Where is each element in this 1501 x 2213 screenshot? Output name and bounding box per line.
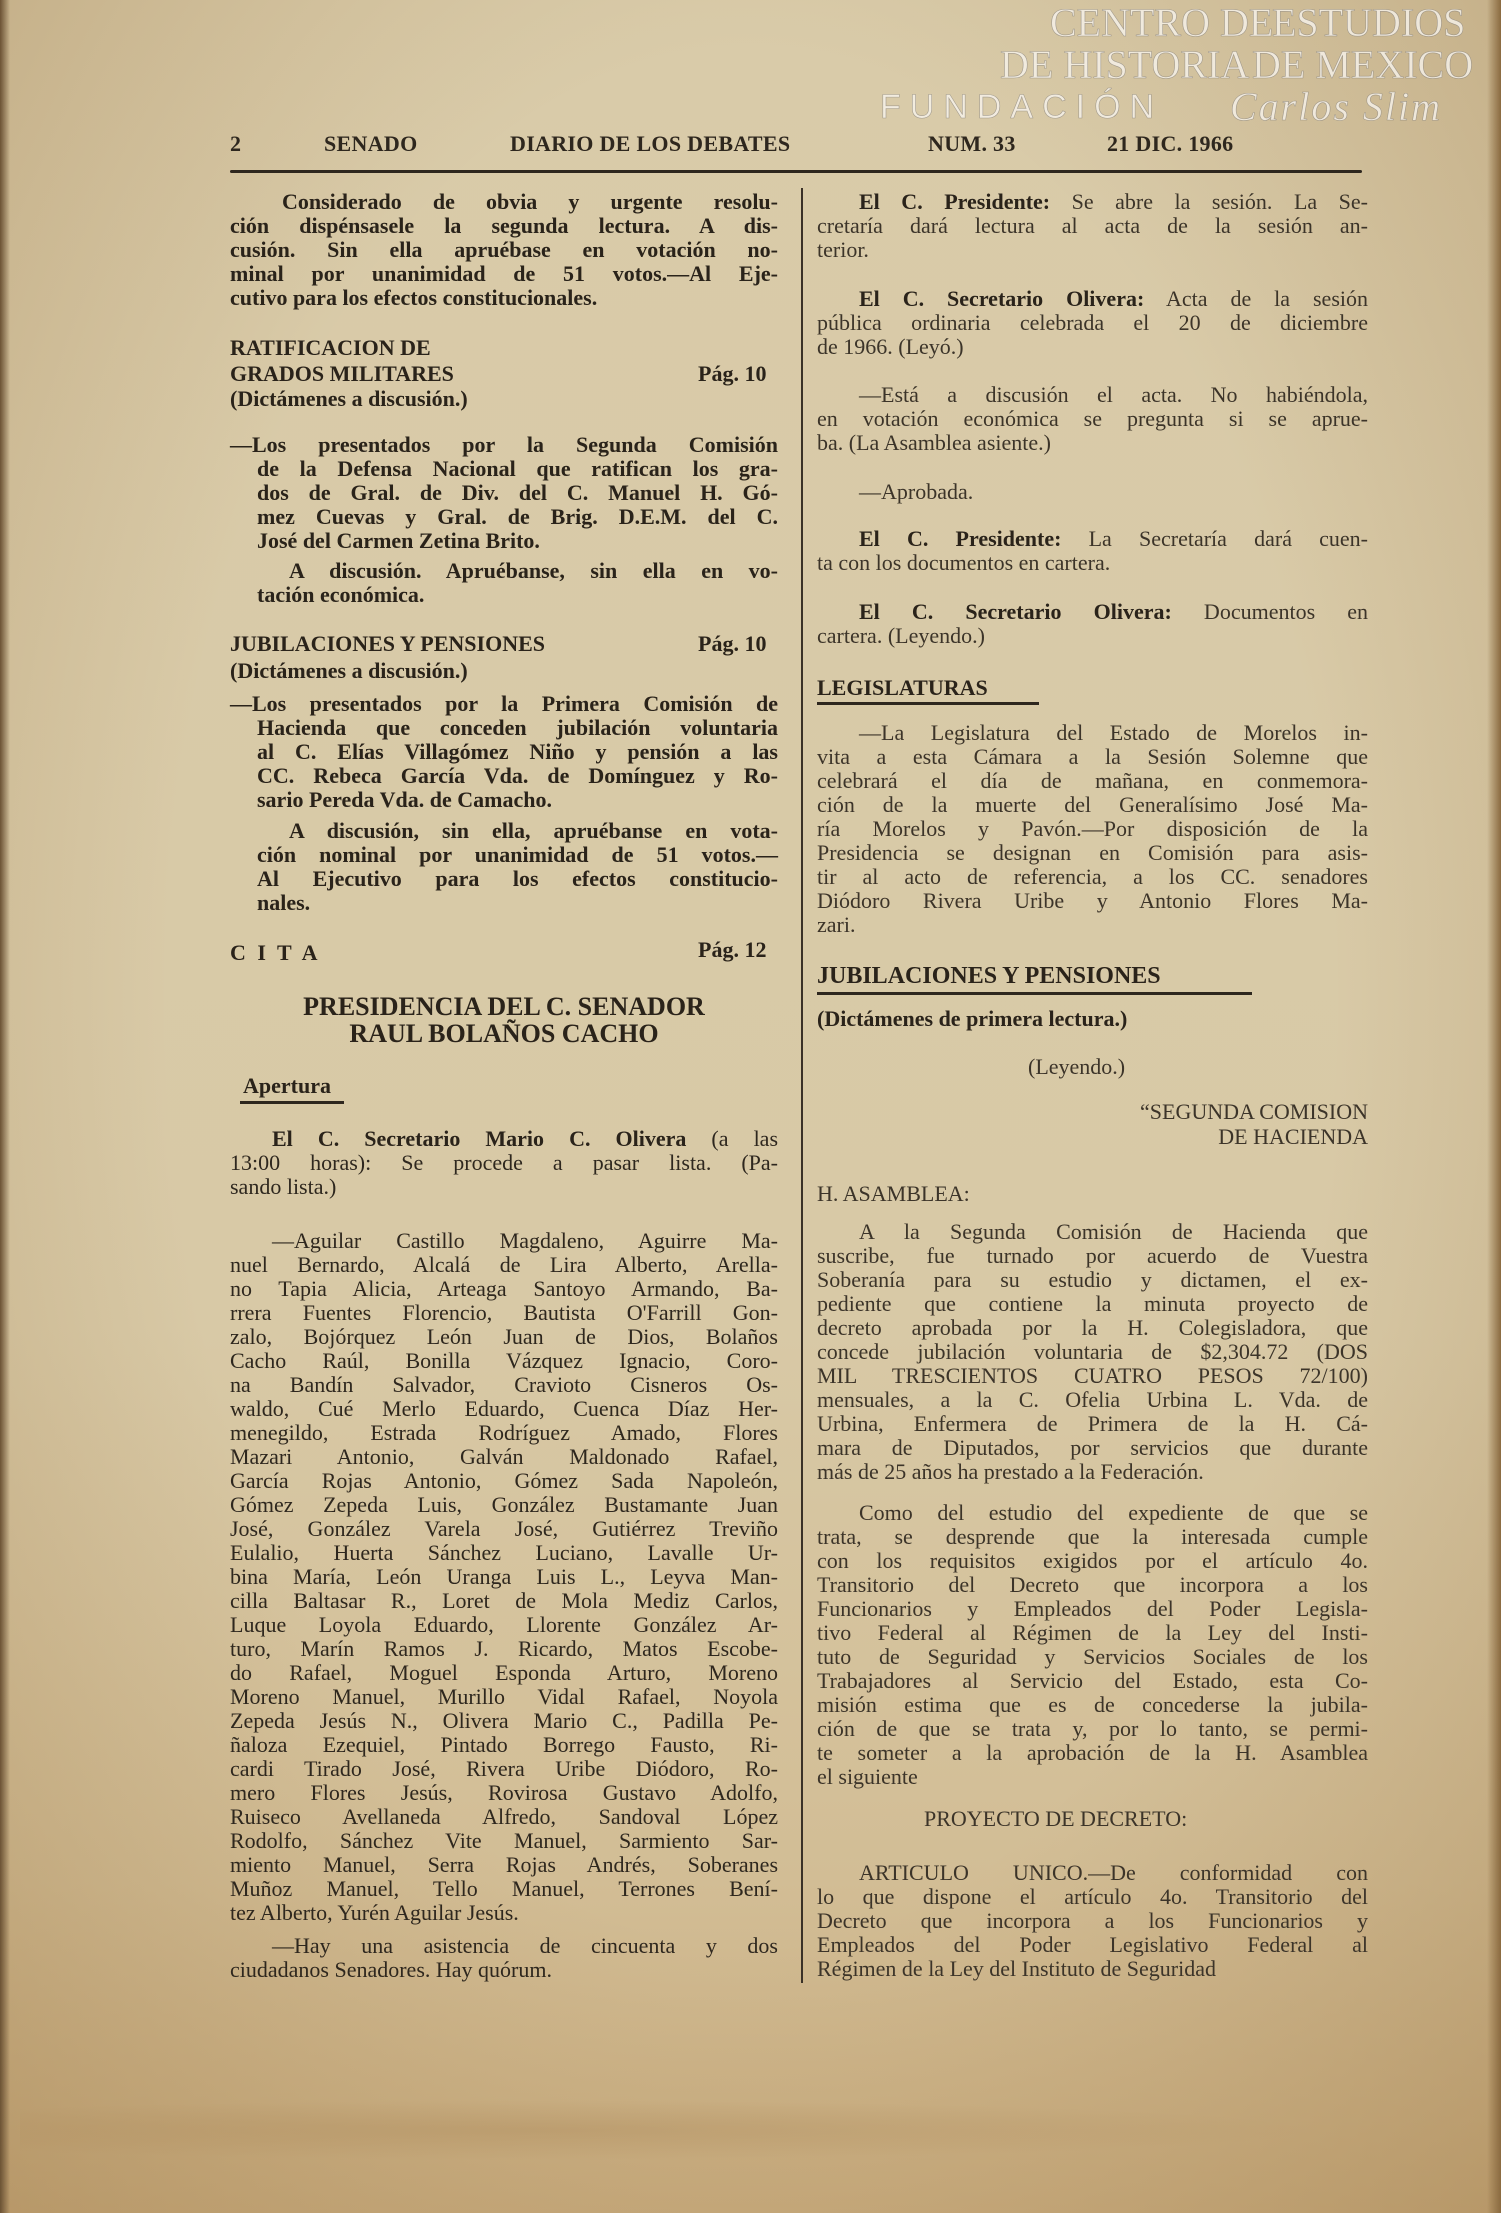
section-underline — [817, 992, 1252, 995]
text-line: A discusión. Apruébanse, sin ella en vo- — [289, 558, 778, 583]
text-line: Al Ejecutivo para los efectos constitucio- — [257, 866, 778, 891]
secretary-paragraph — [817, 600, 1368, 648]
roll-call-paragraph — [230, 1127, 778, 1199]
text-line: Funcionarios y Empleados del Poder Legisla- — [817, 1596, 1368, 1621]
text-line: El C. Secretario Olivera: Acta de la sesión — [859, 286, 1368, 311]
text-line: —Aprobada. — [859, 479, 974, 504]
text-line: Zepeda Jesús N., Olivera Mario C., Padilla Pe- — [230, 1708, 778, 1733]
text-line: tación económica. — [257, 582, 425, 607]
text-line: —Está a discusión el acta. No habiéndola, — [859, 382, 1368, 407]
text-line: minal por unanimidad de 51 votos.—Al Eje- — [230, 261, 778, 286]
watermark-line: FUNDACIÓN — [880, 88, 1164, 126]
watermark-line: ESTUDIOS — [1272, 0, 1466, 45]
attendance-list — [230, 1229, 778, 1925]
watermark-signature: Carlos Slim — [1230, 84, 1443, 129]
text-line: ba. (La Asamblea asiente.) — [817, 430, 1051, 455]
text-line: Trabajadores al Servicio del Estado, esta Co- — [817, 1668, 1368, 1693]
text-line: tir al acto de referencia, a los CC. senadores — [817, 864, 1368, 889]
text-line: menegildo, Estrada Rodríguez Amado, Flores — [230, 1420, 778, 1445]
item-resolution — [230, 819, 778, 915]
dictamen-paragraph — [817, 1501, 1368, 1789]
text-line: CC. Rebeca García Vda. de Domínguez y Ro- — [257, 763, 778, 788]
text-line: el siguiente — [817, 1764, 918, 1789]
text-line: nuel Bernardo, Alcalá de Lira Alberto, Arella- — [230, 1252, 778, 1277]
text-line: cartera. (Leyendo.) — [817, 623, 985, 648]
text-line: García Rojas Antonio, Gómez Sada Napoleón, — [230, 1468, 778, 1493]
publication-title: DIARIO DE LOS DEBATES — [510, 131, 791, 156]
section-title: JUBILACIONES Y PENSIONES — [817, 963, 1161, 989]
text-line: El C. Presidente: La Secretaría dará cuen- — [859, 526, 1368, 551]
text-line: nales. — [257, 890, 311, 915]
text-line: concede jubilación voluntaria de $2,304.72 (DOS — [817, 1339, 1368, 1364]
text-line: cretaría dará lectura al acta de la sesión an- — [817, 213, 1368, 238]
text-line: Presidencia se designan en Comisión para asis- — [817, 840, 1368, 865]
text-line: ta con los documentos en cartera. — [817, 550, 1111, 575]
page-edge-right — [1487, 0, 1501, 2213]
text-line: waldo, Cué Merlo Eduardo, Cuenca Díaz Her- — [230, 1396, 778, 1421]
header-rule — [230, 170, 1362, 173]
section-title: GRADOS MILITARES — [230, 361, 454, 386]
text-line: Régimen de la Ley del Instituto de Seguridad — [817, 1956, 1216, 1981]
section-title: LEGISLATURAS — [817, 675, 988, 700]
text-line: Eulalio, Huerta Sánchez Luciano, Lavalle Ur- — [230, 1540, 778, 1565]
page-reference: Pág. 10 — [698, 361, 767, 386]
text-line: decreto aprobada por la H. Colegisladora, que — [817, 1315, 1368, 1340]
section-subtitle: (Dictámenes de primera lectura.) — [817, 1006, 1128, 1031]
text-line: Gómez Zepeda Luis, González Bustamante Juan — [230, 1492, 778, 1517]
text-line: celebrará el día de mañana, en conmemora- — [817, 768, 1368, 793]
section-title: C I T A — [230, 940, 321, 965]
section-subtitle: (Dictámenes a discusión.) — [230, 386, 468, 411]
text-line: Hacienda que conceden jubilación voluntaria — [257, 715, 778, 740]
page-edge-left — [0, 0, 10, 2213]
text-line: bina María, León Uranga Luis L., Leyva Man- — [230, 1564, 778, 1589]
text-line: suscribe, fue turnado por acuerdo de Vuestra — [817, 1243, 1368, 1268]
resolution-paragraph — [230, 190, 778, 310]
text-line: zari. — [817, 912, 856, 937]
text-line: ARTICULO UNICO.—De conformidad con — [859, 1860, 1368, 1885]
text-line: Urbina, Enfermera de Primera de la H. Cá- — [817, 1411, 1368, 1436]
text-line: al C. Elías Villagómez Niño y pensión a las — [257, 739, 778, 764]
presidency-heading: RAUL BOLAÑOS CACHO — [349, 1019, 659, 1048]
text-line: zalo, Bojórquez León Juan de Dios, Bolaños — [230, 1324, 778, 1349]
text-line: Mazari Antonio, Galván Maldonado Rafael, — [230, 1444, 778, 1469]
page-reference: Pág. 12 — [698, 937, 767, 962]
text-line: Rodolfo, Sánchez Vite Manuel, Sarmiento Sar- — [230, 1828, 778, 1853]
approved-paragraph — [817, 480, 1368, 504]
text-line: terior. — [817, 237, 869, 262]
president-paragraph — [817, 190, 1368, 262]
text-line: pediente que contiene la minuta proyecto de — [817, 1291, 1368, 1316]
text-line: Ruiseco Avellaneda Alfredo, Sandoval López — [230, 1804, 778, 1829]
text-line: lo que dispone el artículo 4o. Transitorio del — [817, 1884, 1368, 1909]
text-line: dos de Gral. de Div. del C. Manuel H. Gó- — [257, 480, 778, 505]
text-line: José, González Varela José, Gutiérrez Treviño — [230, 1516, 778, 1541]
text-line: 13:00 horas): Se procede a pasar lista. (Pa- — [230, 1150, 778, 1175]
watermark-line: DE MEXICO — [1252, 42, 1474, 87]
column-divider — [801, 188, 803, 1983]
text-line: ción de que se trata y, por lo tanto, se permi- — [817, 1716, 1368, 1741]
text-line: do Rafael, Moguel Esponda Arturo, Moreno — [230, 1660, 778, 1685]
text-line: mez Cuevas y Gral. de Brig. D.E.M. del C. — [257, 504, 778, 529]
issue-number: NUM. 33 — [928, 131, 1016, 156]
text-line: El C. Secretario Mario C. Olivera (a las — [272, 1126, 779, 1151]
text-line: tuto de Seguridad y Servicios Sociales de los — [817, 1644, 1368, 1669]
text-line: ñaloza Ezequiel, Pintado Borrego Fausto, Ri- — [230, 1732, 778, 1757]
text-line: na Bandín Salvador, Cravioto Cisneros Os- — [230, 1372, 778, 1397]
issue-date: 21 DIC. 1966 — [1107, 131, 1234, 156]
speaker-label: El C. Secretario Olivera: — [859, 599, 1172, 624]
text-line: Luque Loyola Eduardo, Llorente González Ar- — [230, 1612, 778, 1637]
dictamen-paragraph — [817, 1220, 1368, 1484]
text-line: miento Manuel, Serra Rojas Andrés, Soberanes — [230, 1852, 778, 1877]
text-line: tez Alberto, Yurén Aguilar Jesús. — [230, 1900, 519, 1925]
text-line: MIL TRESCIENTOS CUATRO PESOS 72/100) — [817, 1363, 1368, 1388]
quorum-paragraph — [230, 1934, 778, 1982]
text-line: sario Pereda Vda. de Camacho. — [257, 787, 552, 812]
commission-name: DE HACIENDA — [1218, 1124, 1368, 1149]
text-line: misión estima que es de concederse la jubila- — [817, 1692, 1368, 1717]
text-line: Moreno Manuel, Murillo Vidal Rafael, Noyola — [230, 1684, 778, 1709]
text-line: —Los presentados por la Primera Comisión de — [230, 691, 778, 716]
section-title: JUBILACIONES Y PENSIONES — [230, 631, 546, 656]
text-line: con los requisitos exigidos por el artículo 4o. — [817, 1548, 1368, 1573]
speaker-label: El C. Presidente: — [859, 189, 1051, 214]
presidency-heading: PRESIDENCIA DEL C. SENADOR — [303, 992, 705, 1021]
text-line: turo, Marín Ramos J. Ricardo, Matos Escobe- — [230, 1636, 778, 1661]
president-paragraph — [817, 527, 1368, 575]
text-line: El C. Secretario Olivera: Documentos en — [859, 599, 1369, 624]
text-line: A discusión, sin ella, apruébanse en vota- — [289, 818, 778, 843]
item-resolution — [230, 559, 778, 607]
section-title: RATIFICACION DE — [230, 335, 431, 360]
text-line: pública ordinaria celebrada el 20 de diciembre — [817, 310, 1368, 335]
speaker-label: El C. Secretario Mario C. Olivera — [272, 1126, 687, 1151]
discussion-paragraph — [817, 383, 1368, 455]
salutation: H. ASAMBLEA: — [817, 1181, 970, 1206]
speaker-label: El C. Presidente: — [859, 526, 1062, 551]
text-line: —Hay una asistencia de cincuenta y dos — [272, 1933, 778, 1958]
section-underline — [817, 702, 1039, 705]
page-number: 2 — [230, 131, 242, 156]
text-line: cardi Tirado José, Rivera Uribe Diódoro, Ro- — [230, 1756, 778, 1781]
text-line: ción dispénsasele la segunda lectura. A dis- — [230, 213, 778, 238]
commission-name: “SEGUNDA COMISION — [1140, 1099, 1368, 1124]
text-line: cusión. Sin ella apruébase en votación no- — [230, 237, 778, 262]
text-line: Considerado de obvia y urgente resolu- — [282, 189, 778, 214]
text-line: mara de Diputados, por servicios que durante — [817, 1435, 1368, 1460]
text-line: Soberanía para su estudio y dictamen, el ex- — [817, 1267, 1368, 1292]
reading-note: (Leyendo.) — [1028, 1054, 1126, 1079]
text-line: A la Segunda Comisión de Hacienda que — [859, 1219, 1368, 1244]
text-line: en votación económica se pregunta si se aprue- — [817, 406, 1368, 431]
text-line: de la Defensa Nacional que ratifican los gra- — [257, 456, 778, 481]
watermark-line: CENTRO DE — [1050, 0, 1274, 45]
text-line: Como del estudio del expediente de que se — [859, 1500, 1368, 1525]
text-line: Muñoz Manuel, Tello Manuel, Terrones Bení- — [230, 1876, 778, 1901]
legislature-paragraph — [817, 721, 1368, 937]
decree-heading: PROYECTO DE DECRETO: — [924, 1806, 1188, 1831]
text-line: te someter a la aprobación de la H. Asamblea — [817, 1740, 1368, 1765]
item-paragraph — [230, 692, 778, 812]
text-line: cilla Baltasar R., Loret de Mola Mediz Carlos, — [230, 1588, 778, 1613]
text-line: cutivo para los efectos constitucionales. — [230, 285, 598, 310]
text-line: trata, se desprende que la interesada cumple — [817, 1524, 1368, 1549]
text-line: rrera Fuentes Florencio, Bautista O'Farrill Gon- — [230, 1300, 778, 1325]
text-line: —Los presentados por la Segunda Comisión — [230, 432, 778, 457]
text-line: tivo Federal al Régimen de la Ley del Insti- — [817, 1620, 1368, 1645]
page-reference: Pág. 10 — [698, 631, 767, 656]
text-line: ción de la muerte del Generalísimo José Ma- — [817, 792, 1368, 817]
subsection-title: Apertura — [243, 1073, 331, 1098]
section-subtitle: (Dictámenes a discusión.) — [230, 658, 468, 683]
text-line: mero Flores Jesús, Rovirosa Gustavo Adolfo, — [230, 1780, 778, 1805]
text-line: de 1966. (Leyó.) — [817, 334, 964, 359]
text-line: El C. Presidente: Se abre la sesión. La Se- — [859, 189, 1368, 214]
chamber-name: SENADO — [324, 131, 418, 156]
text-line: Empleados del Poder Legislativo Federal al — [817, 1932, 1368, 1957]
text-line: más de 25 años ha prestado a la Federación. — [817, 1459, 1204, 1484]
text-line: Diódoro Rivera Uribe y Antonio Flores Ma- — [817, 888, 1368, 913]
text-line: ría Morelos y Pavón.—Por disposición de la — [817, 816, 1368, 841]
speaker-label: El C. Secretario Olivera: — [859, 286, 1145, 311]
watermark-line: DE HISTORIA — [1000, 42, 1250, 87]
item-paragraph — [230, 433, 778, 553]
text-line: sando lista.) — [230, 1174, 337, 1199]
text-line: Decreto que incorpora a los Funcionarios y — [817, 1908, 1368, 1933]
article-paragraph — [817, 1861, 1368, 1981]
text-line: —Aguilar Castillo Magdaleno, Aguirre Ma- — [272, 1228, 778, 1253]
text-line: Cacho Raúl, Bonilla Vázquez Ignacio, Coro- — [230, 1348, 778, 1373]
text-line: —La Legislatura del Estado de Morelos in- — [859, 720, 1368, 745]
text-line: Transitorio del Decreto que incorpora a los — [817, 1572, 1368, 1597]
subsection-underline — [240, 1101, 344, 1104]
text-line: mensuales, a la C. Ofelia Urbina L. Vda. de — [817, 1387, 1368, 1412]
text-line: José del Carmen Zetina Brito. — [257, 528, 540, 553]
secretary-paragraph — [817, 287, 1368, 359]
paper-stain — [20, 2100, 1320, 2160]
text-line: ciudadanos Senadores. Hay quórum. — [230, 1957, 552, 1982]
text-line: ción nominal por unanimidad de 51 votos.— — [257, 842, 778, 867]
text-line: vita a esta Cámara a la Sesión Solemne que — [817, 744, 1368, 769]
text-line: no Tapia Alicia, Arteaga Santoyo Armando, Ba- — [230, 1276, 778, 1301]
